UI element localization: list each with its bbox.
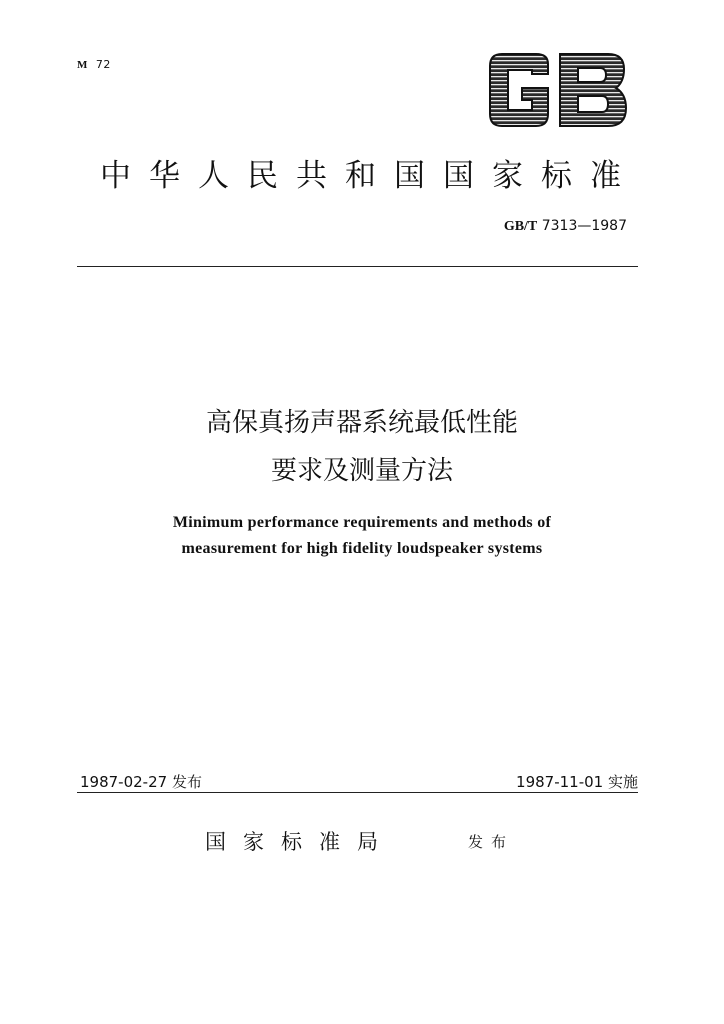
classification-number: 72 — [95, 58, 111, 71]
document-title-zh-line2: 要求及测量方法 — [270, 456, 453, 486]
national-standard-title: 中华人民共和国国家标准 — [100, 158, 639, 194]
document-title-en-line2: measurement for high fidelity loudspeaker systems — [181, 540, 543, 557]
issue-date: 1987-02-27 发布 — [80, 773, 202, 791]
bottom-divider — [77, 792, 638, 793]
implementation-date: 1987-11-01 实施 — [516, 773, 638, 791]
classification-code — [77, 58, 111, 71]
standard-number — [504, 218, 627, 235]
issuing-authority: 国家标准局 — [205, 830, 395, 854]
classification-letter: M — [77, 59, 88, 71]
standard-number-value: 7313—1987 — [541, 218, 627, 234]
issuing-action: 发布 — [468, 833, 515, 851]
document-title-zh-line1: 高保真扬声器系统最低性能 — [205, 408, 518, 438]
standard-number-prefix: GB/T — [503, 219, 538, 234]
gb-logo — [486, 52, 630, 128]
document-title-en-line1: Minimum performance requirements and methods of — [172, 514, 552, 531]
top-divider — [77, 266, 638, 267]
